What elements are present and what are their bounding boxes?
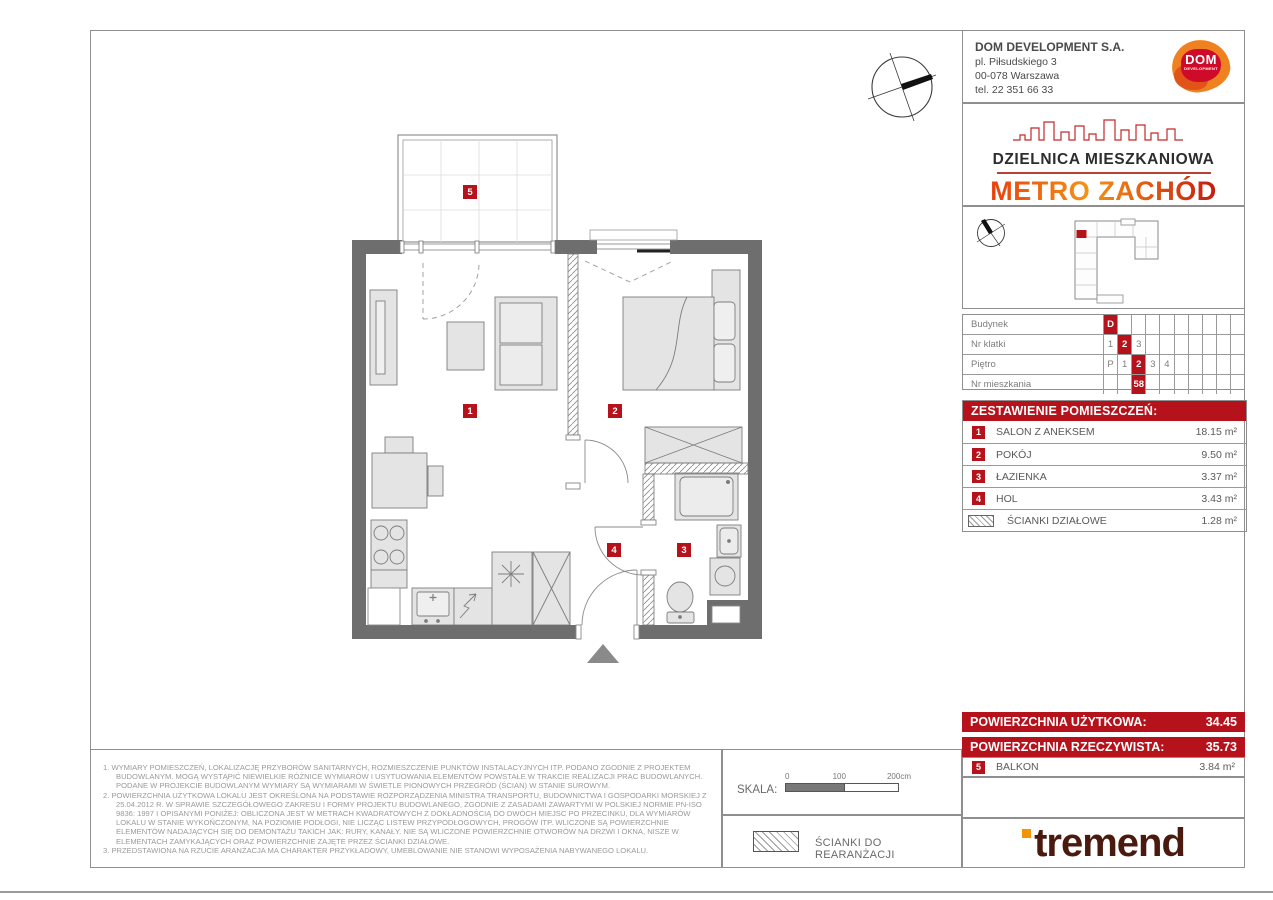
unit-table-cell — [1131, 315, 1145, 334]
partitions-area: 1.28 m² — [1201, 514, 1237, 527]
room-number-badge: 3 — [972, 470, 985, 483]
unit-table-cell: 1 — [1103, 335, 1117, 354]
mini-compass-icon — [973, 215, 1009, 251]
window-tilt-mark — [585, 261, 673, 282]
unit-table-cell — [1174, 315, 1188, 334]
usable-area-value: 34.45 — [1205, 715, 1237, 729]
wardrobe-bedroom — [645, 427, 742, 463]
room-row — [963, 465, 1246, 487]
skyline-icon — [995, 110, 1213, 144]
brand-line2: METRO ZACHÓD — [963, 176, 1244, 207]
unit-table-cell — [1230, 335, 1244, 354]
unit-locator-table — [962, 314, 1245, 390]
balcony-row — [962, 757, 1245, 777]
scale-bar — [785, 772, 911, 792]
room-name: SALON Z ANEKSEM — [996, 426, 1095, 438]
partitions-name: ŚCIANKI DZIAŁOWE — [1007, 514, 1107, 527]
spacer-box — [962, 777, 1245, 818]
plan-badge-2: 2 — [608, 404, 622, 418]
notes-body — [103, 763, 711, 855]
stove — [371, 520, 407, 570]
page-bottom-edge — [0, 891, 1273, 893]
pillow — [714, 302, 735, 340]
legal-note: 3. PRZEDSTAWIONA NA RZUCIE ARANŻACJA MA CHARAKTER PRZYKŁADOWY, UMEBLOWANIE NIE STANOWI WYPOSAŻENIA NABYWANEGO LOKALU. — [103, 845, 649, 855]
unit-table-cell — [1174, 355, 1188, 374]
compass-needle — [901, 74, 933, 90]
unit-table-cell: 3 — [1131, 335, 1145, 354]
building-key-plan — [962, 206, 1245, 309]
unit-table-cell — [1103, 375, 1117, 394]
unit-location-marker — [1077, 230, 1087, 238]
unit-table-cell: D — [1103, 315, 1117, 334]
unit-table-cell — [1159, 315, 1173, 334]
room-row — [963, 421, 1246, 443]
legal-note: 1. WYMIARY POMIESZCZEŃ, LOKALIZACJĘ PRZYBORÓW SANITARNYCH, ROZMIESZCZENIE PUNKTÓW INSTALACYJNYCH ITP. PODANO ZGODNIE Z PROJEKTEM BUDOWLANYM. MOGĄ WYSTĄPIĆ NIEWIELKIE RÓŻNICE WYMIARÓW I USYTUOWANIA ELEMENTÓW POWSTAŁE W TRAKCIE REALIZACJI PRAC BUDOWLANYCH. PODANE W PROJEKCIE BUDOWLANYM WYMIARY SĄ WYMIARAMI W ŚWIETLE PIONOWYCH PRZEGRÓD (ŚCIAN) W STANIE SUROWYM. — [103, 763, 703, 791]
room-name: HOL — [996, 492, 1018, 505]
unit-table-cell — [1202, 335, 1216, 354]
coffee-table — [447, 322, 484, 370]
furniture-living-room — [370, 290, 570, 625]
unit-table-cell — [1188, 335, 1202, 354]
room-name: ŁAZIENKA — [996, 470, 1047, 483]
unit-table-row — [963, 315, 1244, 334]
actual-area-value: 35.73 — [1205, 740, 1237, 754]
unit-table-cell — [1230, 315, 1244, 334]
unit-table-cell — [1159, 335, 1173, 354]
unit-table-cell — [1216, 355, 1230, 374]
balcony-name: BALKON — [996, 761, 1039, 773]
unit-table-cell — [1230, 375, 1244, 394]
developer-header — [962, 30, 1245, 103]
unit-table-cell: 2 — [1117, 335, 1131, 354]
unit-table-cell: 4 — [1159, 355, 1173, 374]
unit-table-cell — [1145, 335, 1159, 354]
sofa — [495, 297, 557, 390]
balcony — [398, 135, 557, 242]
unit-table-row-label: Piętro — [971, 359, 996, 370]
plan-badge-3: 3 — [677, 543, 691, 557]
balcony-area: 3.84 m² — [1199, 761, 1235, 773]
room-row — [963, 443, 1246, 465]
pillow — [714, 344, 735, 382]
unit-table-cell: P — [1103, 355, 1117, 374]
scale-tick-0: 0 — [785, 772, 790, 781]
dishwasher — [454, 588, 492, 625]
unit-table-cell — [1202, 355, 1216, 374]
unit-table-cell — [1230, 355, 1244, 374]
plan-badge-5: 5 — [463, 185, 477, 199]
floor-plan-drawing — [350, 130, 764, 670]
unit-table-cell: 1 — [1117, 355, 1131, 374]
kitchen-sink — [412, 588, 454, 625]
brand-line1: DZIELNICA MIESZKANIOWA — [992, 151, 1215, 168]
unit-table-cell — [1117, 375, 1131, 394]
cooktop-unit — [492, 552, 532, 625]
developer-street: pl. Piłsudskiego 3 — [975, 56, 1057, 68]
bedroom-door-swing — [585, 440, 628, 483]
room-number-badge: 2 — [972, 448, 985, 461]
unit-table-cell — [1174, 335, 1188, 354]
rooms-schedule — [962, 400, 1247, 532]
unit-table-row — [963, 334, 1244, 354]
tremend-logo-text: tremend — [1034, 821, 1185, 865]
logo-text: DOM — [1185, 52, 1217, 67]
unit-table-cell — [1174, 375, 1188, 394]
unit-table-cell: 3 — [1145, 355, 1159, 374]
hatch-swatch-icon — [968, 515, 994, 527]
unit-table-cell — [1216, 315, 1230, 334]
brand-rule — [997, 172, 1211, 174]
unit-table-cell — [1202, 375, 1216, 394]
unit-table-cell — [1216, 335, 1230, 354]
developer-name: DOM DEVELOPMENT S.A. — [975, 40, 1125, 54]
plan-badge-4: 4 — [607, 543, 621, 557]
room-area: 18.15 m² — [1195, 426, 1237, 438]
unit-table-cell — [1188, 315, 1202, 334]
furniture-bedroom — [623, 270, 742, 463]
balcony-badge: 5 — [972, 761, 985, 774]
unit-table-row-label: Nr mieszkania — [971, 379, 1032, 390]
unit-table-row-label: Nr klatki — [971, 339, 1006, 350]
room-area: 9.50 m² — [1201, 448, 1237, 461]
tremend-logo — [1022, 823, 1185, 863]
shower — [675, 473, 738, 520]
plan-badge-1: 1 — [463, 404, 477, 418]
room-row — [963, 487, 1246, 509]
room-area: 3.43 m² — [1201, 492, 1237, 505]
partitions-row — [963, 509, 1246, 531]
entrance-door-swing — [582, 570, 637, 625]
wardrobe-kitchen — [533, 552, 570, 625]
project-brand — [962, 103, 1245, 206]
floor-plan — [350, 130, 764, 670]
unit-table-cell — [1188, 375, 1202, 394]
unit-table-row-label: Budynek — [971, 319, 1008, 330]
legal-notes — [90, 749, 722, 868]
scale-box — [722, 749, 962, 815]
usable-area-bar — [962, 712, 1245, 732]
room-number-badge: 1 — [972, 426, 985, 439]
legend-box — [722, 815, 962, 868]
tremend-dot-icon — [1022, 829, 1031, 838]
logo-subtext: DEVELOPMENT — [1184, 66, 1218, 71]
rearrangement-label: ŚCIANKI DO REARANŻACJI — [815, 837, 895, 861]
unit-table-cell — [1216, 375, 1230, 394]
scale-tick-200: 200cm — [886, 772, 911, 781]
rooms-title: ZESTAWIENIE POMIESZCZEŃ: — [963, 401, 1246, 421]
compass-icon — [865, 50, 939, 124]
entrance-arrow — [587, 644, 619, 663]
rearrangement-hatch-icon — [753, 831, 799, 852]
usable-area-label: POWIERZCHNIA UŻYTKOWA: — [970, 715, 1147, 729]
unit-table-cell — [1159, 375, 1173, 394]
bed — [623, 297, 714, 390]
unit-table-cell: 2 — [1131, 355, 1145, 374]
tremend-logo-box — [962, 818, 1245, 868]
unit-table-cell: 58 — [1131, 375, 1145, 394]
washing-machine — [710, 558, 740, 595]
scale-tick-100: 100 — [832, 772, 846, 781]
actual-area-label: POWIERZCHNIA RZECZYWISTA: — [970, 740, 1165, 754]
developer-city: 00-078 Warszawa — [975, 70, 1060, 82]
dom-development-logo — [1172, 40, 1230, 92]
unit-table-row — [963, 354, 1244, 374]
dining-set — [372, 437, 443, 508]
room-number-badge: 4 — [972, 492, 985, 505]
unit-table-cell — [1145, 315, 1159, 334]
developer-phone: tel. 22 351 66 33 — [975, 84, 1054, 96]
rooms-body — [963, 421, 1246, 509]
scale-label: SKALA: — [737, 784, 778, 796]
unit-table-body — [963, 315, 1244, 394]
actual-area-bar — [962, 737, 1245, 757]
legal-note: 2. POWIERZCHNIA UŻYTKOWA LOKALU JEST OKREŚLONA NA PODSTAWIE ROZPORZĄDZENIA MINISTRA TRANSPORTU, BUDOWNICTWA I GOSPODARKI MORSKIEJ Z 25.04.2012 R. W SPRAWIE SZCZEGÓŁOWEGO ZAKRESU I FORMY PROJEKTU BUDOWLANEGO, ZGODNIE Z ZASADAMI ZAWARTYMI W POLSKIEJ NORMIE PN-ISO 9836: 1997 I OPISANYMI PONIŻEJ: OBLICZONA JEST W METRACH KWADRATOWYCH Z DOKŁADNOŚCIĄ DO DWÓCH MIEJSC PO PRZECINKU, DLA WYMIARÓW LOKALU W STANIE WYKOŃCZONYM, NA POZIOMIE PODŁOGI, NIE LICZĄC LISTEW PRZYPODŁOGOWYCH, PROGÓW ITP. WLICZONE SĄ POWIERZCHNIE ELEMENTÓW NADAJĄCYCH SIĘ DO DEMONTAŻU TAKICH JAK: RURY, KANAŁY. NIE SĄ WLICZONE POWIERZCHNIE OTWORÓW NA DRZWI I OKNA, NISZE W ELEMENTACH ZAMYKAJĄCYCH ORAZ POWIERZCHNIE ZAJĘTE PRZEZ ŚCIANKI DZIAŁOWE. — [103, 790, 707, 846]
washbasin — [717, 525, 741, 557]
unit-table-cell — [1117, 315, 1131, 334]
kitchen-counter — [371, 570, 407, 588]
balcony-door-swing — [423, 263, 479, 319]
unit-table-cell — [1145, 375, 1159, 394]
room-area: 3.37 m² — [1201, 470, 1237, 483]
building-outline — [1063, 211, 1213, 307]
unit-table-row — [963, 374, 1244, 394]
room-name: POKÓJ — [996, 448, 1032, 461]
unit-table-cell — [1188, 355, 1202, 374]
unit-table-cell — [1202, 315, 1216, 334]
toilet — [667, 582, 694, 623]
